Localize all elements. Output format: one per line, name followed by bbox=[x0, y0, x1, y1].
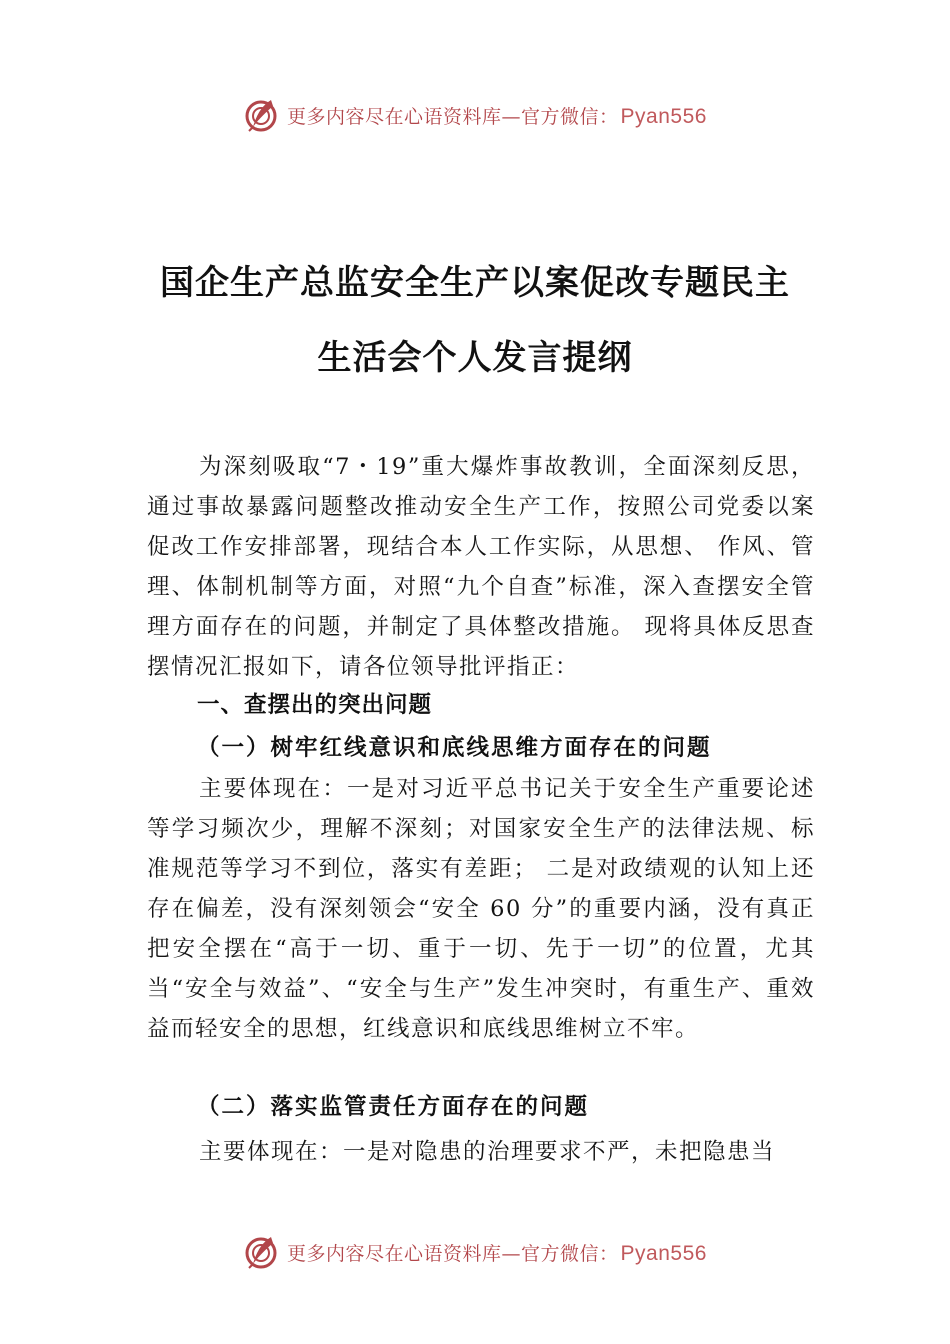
watermark-banner-top bbox=[0, 95, 950, 135]
subsection-heading-1: （一）树牢红线意识和底线思维方面存在的问题 bbox=[197, 735, 712, 761]
feather-pen-logo-icon bbox=[243, 97, 279, 133]
watermark-text: 更多内容尽在心语资料库—官方微信：Pyan556 bbox=[287, 104, 707, 128]
watermark-text: 更多内容尽在心语资料库—官方微信：Pyan556 bbox=[287, 1241, 707, 1265]
feather-pen-logo-icon bbox=[243, 1234, 279, 1270]
watermark-banner-bottom bbox=[0, 1232, 950, 1272]
wechat-id: Pyan556 bbox=[620, 1241, 707, 1265]
subsection-2-paragraph: 主要体现在：一是对隐患的治理要求不严，未把隐患当 bbox=[199, 1139, 776, 1165]
section-heading-1: 一、查摆出的突出问题 bbox=[197, 692, 433, 718]
document-title-line2: 生活会个人发言提纲 bbox=[317, 338, 633, 378]
intro-paragraph: 为深刻吸取“7・19”重大爆炸事故教训，全面深刻反思，通过事故暴露问题整改推动安全生产工作，按照公司党委以案促改工作安排部署，现结合本人工作实际，从思想、 作风、管理、体制机制等方面，对照“九个自查”标准，深入查摆安全管理方面存在的问题，并制定了具体整改措施。 现将具体反思查摆情况汇报如下，请各位领导批评指正： bbox=[147, 454, 815, 680]
wechat-id: Pyan556 bbox=[620, 104, 707, 128]
subsection-1-paragraph: 主要体现在：一是对习近平总书记关于安全生产重要论述等学习频次少，理解不深刻；对国家安全生产的法律法规、标准规范等学习不到位，落实有差距； 二是对政绩观的认知上还存在偏差，没有深刻领会“安全 60 分”的重要内涵，没有真正把安全摆在“高于一切、重于一切、先于一切”的位置，尤其当“安全与效益”、“安全与生产”发生冲突时，有重生产、重效益而轻安全的思想，红线意识和底线思维树立不牢。 bbox=[147, 776, 815, 1042]
document-title-line1: 国企生产总监安全生产以案促改专题民主 bbox=[160, 263, 790, 303]
subsection-heading-2: （二）落实监管责任方面存在的问题 bbox=[197, 1094, 590, 1120]
